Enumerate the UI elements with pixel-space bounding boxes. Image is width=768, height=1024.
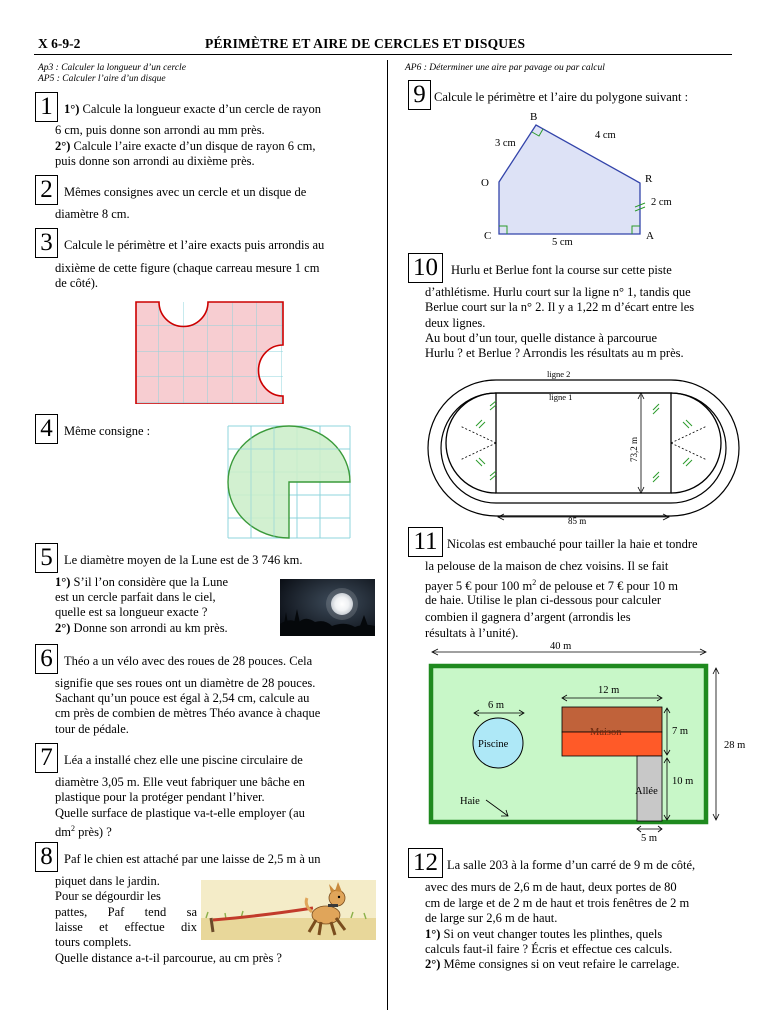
objective-ap6: AP6 : Déterminer une aire par pavage ou par calcul — [405, 63, 605, 73]
exercise-5-line4: quelle est sa longueur exacte ? — [55, 605, 208, 619]
exercise-12-line5 — [425, 927, 735, 942]
exercise-sheet-code: X 6-9-2 — [38, 36, 81, 51]
exercise-10-track-figure — [424, 366, 744, 526]
exercise-10-line4: deux lignes. — [425, 316, 486, 330]
exercise-3-line2: dixième de cette figure (chaque carreau mesure 1 cm — [55, 261, 320, 275]
column-divider — [387, 60, 388, 1010]
exercise-2-line1: Mêmes consignes avec un cercle et un disque de — [64, 185, 307, 199]
house-width-label: 12 m — [598, 685, 620, 696]
house-label: Maison — [590, 727, 622, 738]
pool-label: Piscine — [478, 739, 509, 750]
garden-height-label: 28 m — [724, 740, 746, 751]
exercise-11-number: 11 — [408, 527, 443, 557]
exercise-11-line5: combien il gagnera d’argent (arrondis les — [425, 610, 631, 624]
objective-ap5: AP5 : Calculer l’aire d’un disque — [38, 74, 166, 84]
vertex-R-label: R — [645, 173, 653, 185]
exercise-5-line3: est un cercle parfait dans le ciel, — [55, 590, 216, 604]
ex7-text: près) ? — [74, 825, 112, 840]
side-CA-length: 5 cm — [552, 237, 573, 248]
part-2-label: 2°) — [425, 957, 441, 971]
exercise-11-line4: de haie. Utilise le plan ci-dessous pour calculer — [425, 593, 662, 607]
exercise-2-line2: diamètre 8 cm. — [55, 207, 130, 221]
objective-ap3: Ap3 : Calculer la longueur d’un cercle — [38, 63, 186, 73]
exercise-1-number: 1 — [35, 92, 58, 122]
exercise-12-line3: cm de large et de 2 m de haut et trois fenêtres de 2 m — [425, 896, 690, 910]
field-width-label: 73,2 m — [629, 436, 639, 462]
exercise-3-number: 3 — [35, 228, 58, 258]
vertex-C-label: C — [484, 230, 492, 242]
exercise-12-number: 12 — [408, 848, 443, 878]
pool-diameter-label: 6 m — [488, 700, 505, 711]
exercise-10-number: 10 — [408, 253, 443, 283]
grid-overlay — [136, 302, 283, 404]
exercise-8-line3: Pour se dégourdir les — [55, 889, 161, 903]
exercise-4-number: 4 — [35, 414, 58, 444]
exercise-2-number: 2 — [35, 175, 58, 205]
exercise-6-line4: cm près de combien de mètres Théo avance à chaque — [55, 706, 321, 720]
exercise-7-line1: Léa a installé chez elle une piscine circulaire de — [64, 753, 303, 767]
exercise-3-figure — [134, 300, 284, 404]
exercise-12-line4: de large sur 2,6 m de haut. — [425, 911, 558, 925]
exercise-10-line1: Hurlu et Berlue font la course sur cette piste — [451, 263, 672, 277]
ex11-text: payer 5 € pour 100 m — [425, 579, 533, 594]
side-RA-length: 2 cm — [651, 197, 672, 208]
moon-photo — [280, 579, 375, 636]
ex11-text: de pelouse et 7 € pour 10 m — [536, 579, 678, 594]
exercise-12-line1: La salle 203 à la forme d’un carré de 9 m de côté, — [447, 858, 696, 872]
exercise-7-number: 7 — [35, 743, 58, 773]
part-1-label: 1°) — [425, 927, 441, 941]
exercise-9-polygon-figure — [470, 108, 690, 250]
exercise-7-line4: Quelle surface de plastique va-t-elle employer (au — [55, 806, 305, 820]
exercise-7-line3: plastique pour la protéger pendant l’hiver. — [55, 790, 265, 804]
exercise-5-line2 — [55, 575, 275, 590]
driveway-width-label: 5 m — [641, 833, 658, 844]
exercise-11-line2: la pelouse de la maison de chez voisins. Il se fait — [425, 559, 669, 573]
exercise-8-line5: laisse et effectue dix — [55, 920, 197, 934]
vertex-A-label: A — [646, 230, 654, 242]
exercise-4-line1: Même consigne : — [64, 424, 151, 438]
part-2-label: 2°) — [55, 621, 71, 635]
ligne-2-label: ligne 2 — [547, 369, 571, 379]
page-title: PÉRIMÈTRE ET AIRE DE CERCLES ET DISQUES — [205, 36, 526, 51]
exercise-1-line1 — [64, 102, 364, 117]
exercise-8-line1: Paf le chien est attaché par une laisse de 2,5 m à un — [64, 852, 321, 866]
exercise-3-line3: de côté). — [55, 276, 99, 290]
exercise-11-line3 — [425, 575, 735, 594]
hedge-label: Haie — [460, 796, 480, 807]
exercise-6-line5: tour de pédale. — [55, 722, 129, 736]
garden-width-label: 40 m — [550, 641, 572, 652]
three-quarter-disc — [228, 426, 350, 538]
exercise-8-line4: pattes, Paf tend sa — [55, 905, 197, 919]
house-depth-label: 7 m — [672, 726, 689, 737]
driveway-length-label: 10 m — [672, 776, 694, 787]
exercise-6-number: 6 — [35, 644, 58, 674]
exercise-1-line4: puis donne son arrondi au dixième près. — [55, 154, 255, 168]
exercise-12-line2: avec des murs de 2,6 m de haut, deux portes de 80 — [425, 880, 677, 894]
ex1-text: Calcule l’aire exacte d’un disque de rayon 6 cm, — [70, 139, 316, 153]
side-OB-length: 3 cm — [495, 138, 516, 149]
exercise-8-line6: tours complets. — [55, 935, 132, 949]
exercise-5-number: 5 — [35, 543, 58, 573]
track-line-2 — [428, 380, 739, 516]
exercise-11-line6: résultats à l’unité). — [425, 626, 519, 640]
exercise-12-line7 — [425, 957, 735, 972]
exercise-10-line2: d’athlétisme. Hurlu court sur la ligne n° 1, tandis que — [425, 285, 691, 299]
field-length-label: 85 m — [568, 516, 587, 526]
part-2-label: 2°) — [55, 139, 71, 153]
exercise-5-line5 — [55, 621, 275, 636]
ex12-text: Si on veut changer toutes les plinthes, quels — [440, 927, 663, 941]
ex12-text: Même consignes si on veut refaire le carrelage. — [440, 957, 680, 971]
exercise-9-line1: Calcule le périmètre et l’aire du polygone suivant : — [434, 90, 689, 104]
exercise-12-line6: calculs faut-il faire ? Écris et effectue ces calculs. — [425, 942, 673, 956]
vertex-O-label: O — [481, 177, 489, 189]
part-1-label: 1°) — [55, 575, 71, 589]
track-line-1 — [441, 393, 726, 503]
vertex-B-label: B — [530, 111, 538, 123]
exercise-8-number: 8 — [35, 842, 58, 872]
track-inner-field — [496, 393, 671, 493]
header-divider — [34, 54, 732, 55]
unit-dm: dm — [55, 825, 71, 840]
unit-exponent: 2 — [70, 824, 75, 833]
unit-exponent: 2 — [532, 578, 537, 587]
exercise-8-line2: piquet dans le jardin. — [55, 874, 160, 888]
polygon-OBRAC — [499, 125, 640, 234]
ex5-text: Donne son arrondi au km près. — [70, 621, 228, 635]
ex5-text: S’il l’on considère que la Lune — [70, 575, 229, 589]
driveway-label: Allée — [635, 786, 658, 797]
ligne-1-label: ligne 1 — [549, 392, 573, 402]
exercise-9-number: 9 — [408, 80, 431, 110]
exercise-5-line1: Le diamètre moyen de la Lune est de 3 746 km. — [64, 553, 303, 567]
exercise-6-line3: Sachant qu’un pouce est égal à 2,54 cm, calcule au — [55, 691, 310, 705]
exercise-4-figure — [226, 424, 352, 540]
exercise-10-line5: Au bout d’un tour, quelle distance à parcourue — [425, 331, 658, 345]
exercise-10-line6: Hurlu ? et Berlue ? Arrondis les résultats au m près. — [425, 346, 684, 360]
exercise-6-line2: signifie que ses roues ont un diamètre de 28 pouces. — [55, 676, 316, 690]
dog-on-leash-drawing — [201, 880, 376, 940]
part-1-label: 1°) — [64, 102, 80, 116]
exercise-1-line3 — [55, 139, 365, 154]
exercise-1-line2: 6 cm, puis donne son arrondi au mm près. — [55, 123, 265, 137]
exercise-6-line1: Théo a un vélo avec des roues de 28 pouces. Cela — [64, 654, 313, 668]
exercise-7-line2: diamètre 3,05 m. Elle veut fabriquer une bâche en — [55, 775, 305, 789]
exercise-7-line5 — [55, 821, 365, 840]
exercise-10-line3: Berlue court sur la n° 2. Il y a 1,22 m d’écart entre les — [425, 300, 695, 314]
side-BR-length: 4 cm — [595, 130, 616, 141]
exercise-3-line1: Calcule le périmètre et l’aire exacts puis arrondis au — [64, 238, 325, 252]
ex1-text: Calcule la longueur exacte d’un cercle de rayon — [79, 102, 321, 116]
exercise-11-line1: Nicolas est embauché pour tailler la haie et tondre — [447, 537, 698, 551]
exercise-8-line7: Quelle distance a-t-il parcourue, au cm près ? — [55, 951, 282, 965]
exercise-11-garden-plan — [426, 640, 768, 844]
